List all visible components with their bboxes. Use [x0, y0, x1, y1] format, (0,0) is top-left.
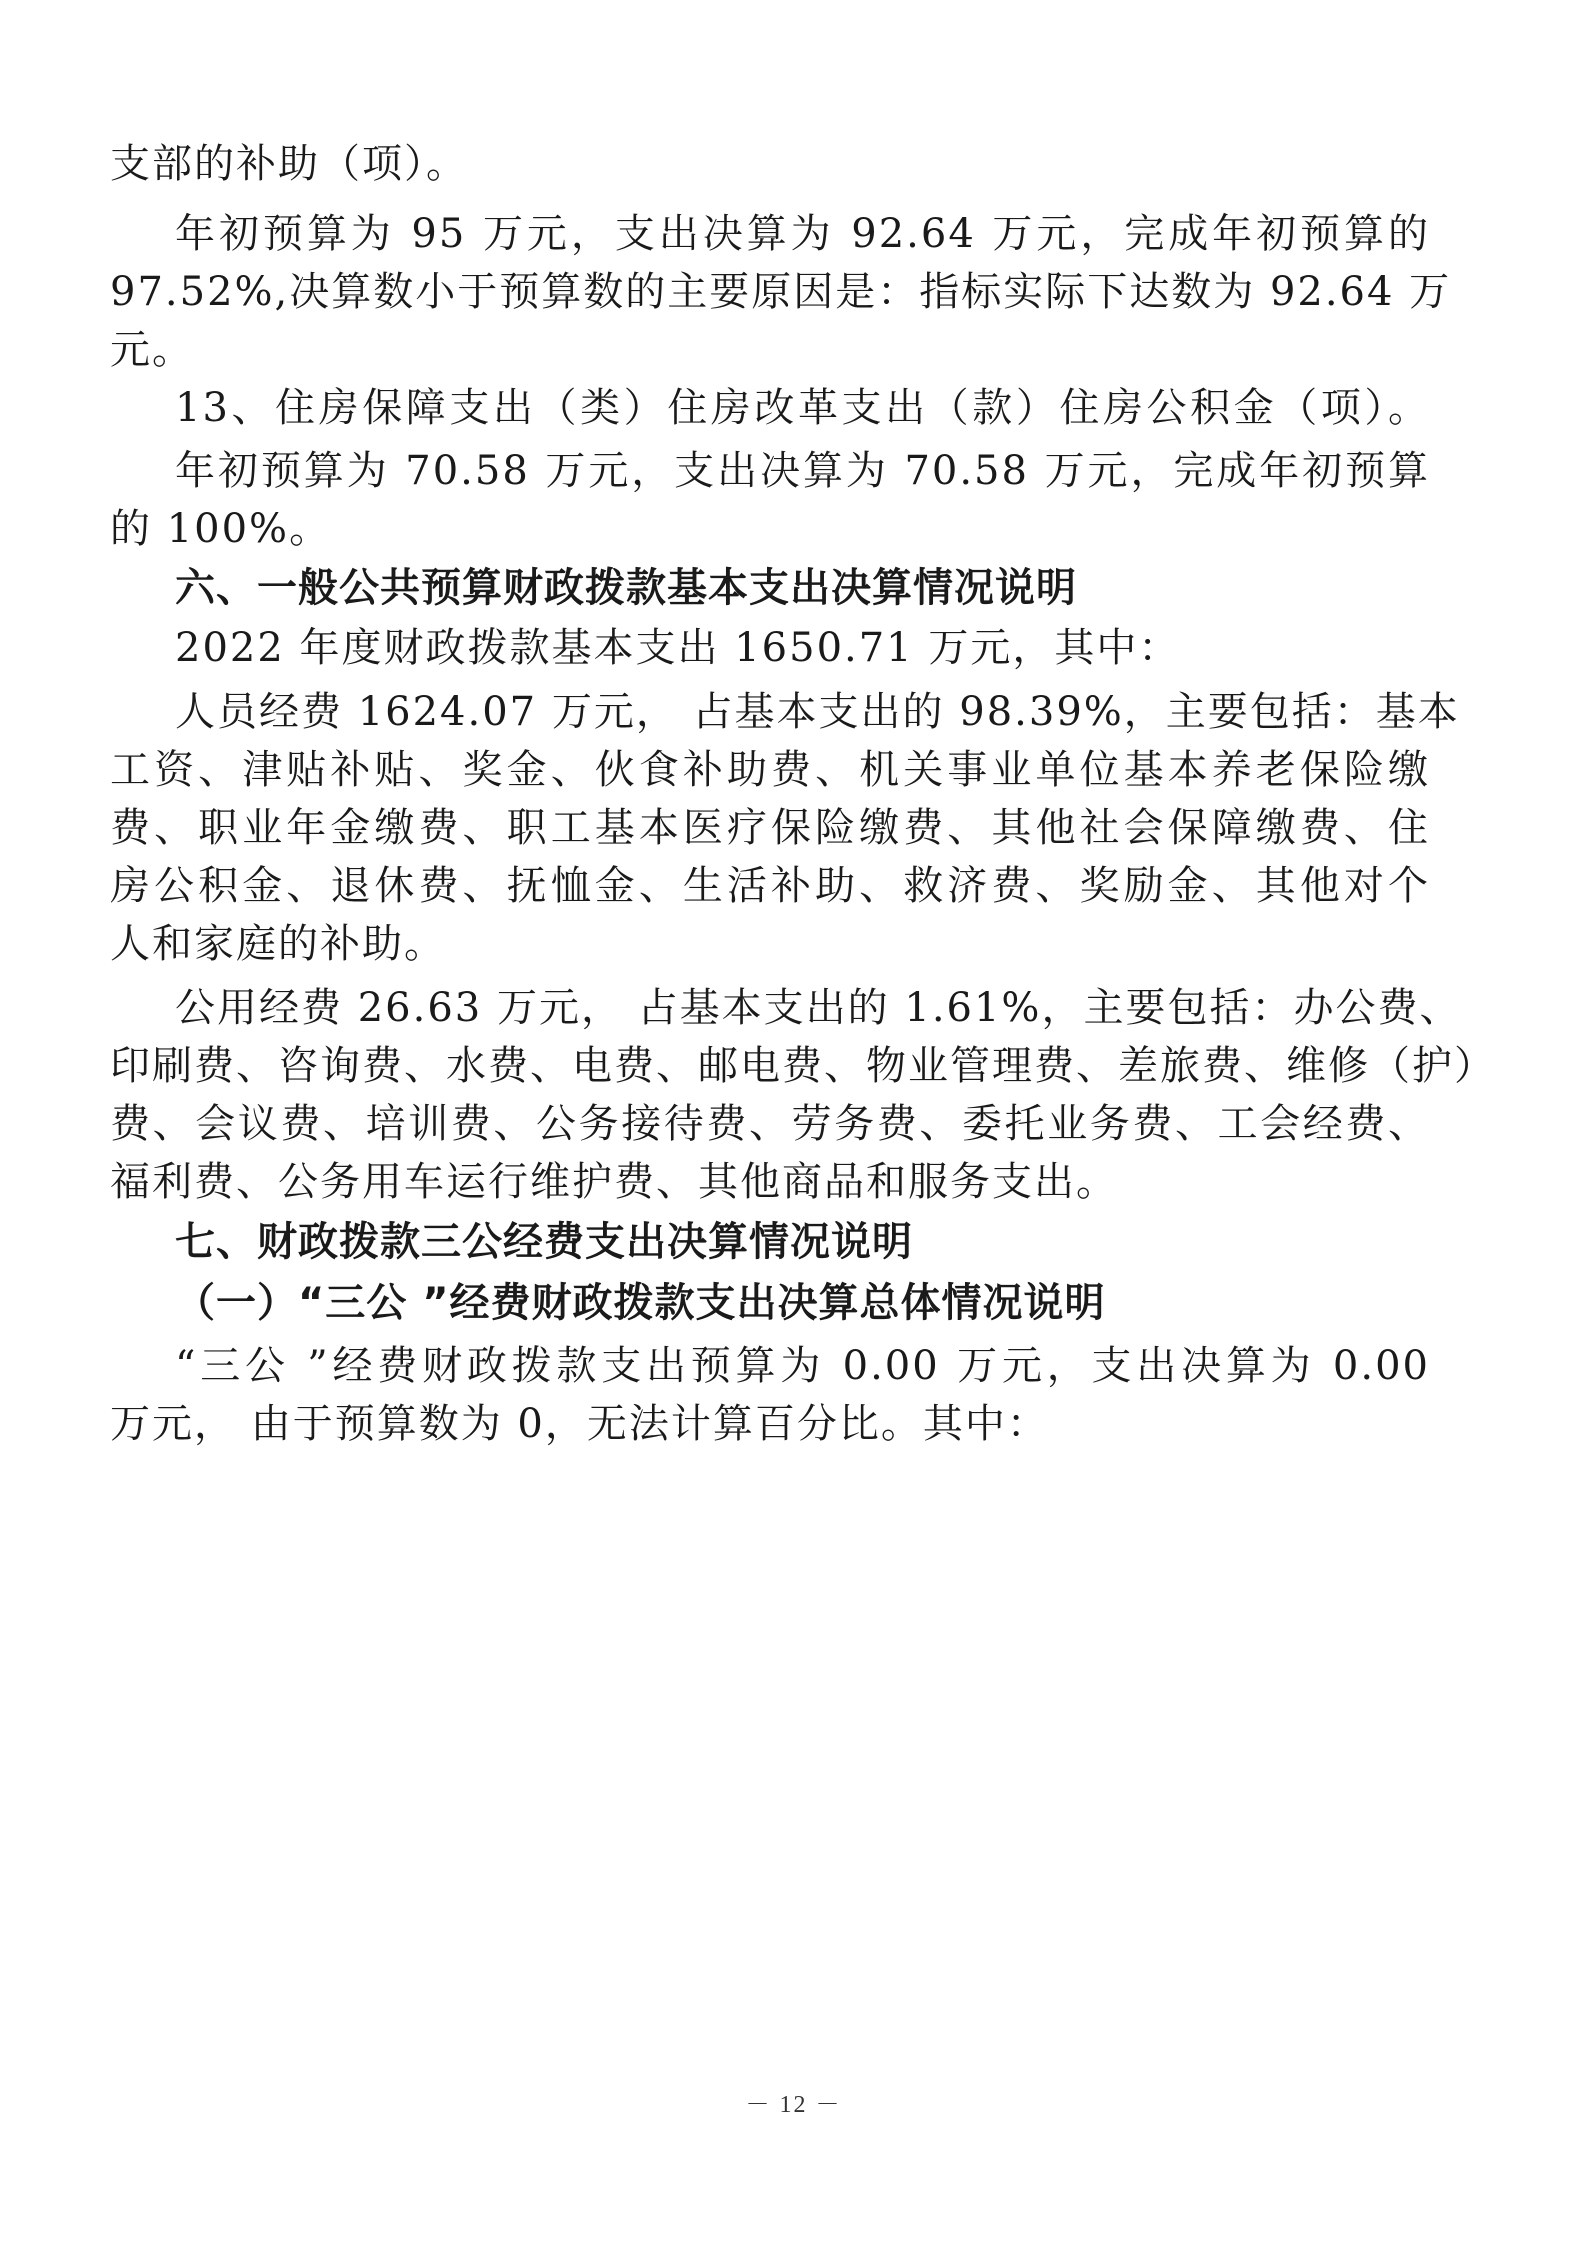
page-number: － 12 －	[745, 2092, 842, 2118]
paragraph-line: 13、住房保障支出（类）住房改革支出（款）住房公积金（项）。	[175, 385, 1430, 431]
paragraph-line: 公用经费 26.63 万元， 占基本支出的 1.61%，主要包括：办公费、	[175, 985, 1462, 1031]
paragraph-line: 印刷费、咨询费、水费、电费、邮电费、物业管理费、差旅费、维修（护）	[110, 1043, 1496, 1089]
subsection-heading: （一）“三公 ”经费财政拨款支出决算总体情况说明	[175, 1280, 1106, 1326]
section-heading: 七、财政拨款三公经费支出决算情况说明	[175, 1219, 913, 1265]
paragraph-line: 的 100%。	[110, 506, 332, 552]
paragraph-line: 人员经费 1624.07 万元， 占基本支出的 98.39%，主要包括：基本	[175, 689, 1460, 735]
paragraph-line: 工资、津贴补贴、奖金、伙食补助费、机关事业单位基本养老保险缴	[110, 747, 1430, 793]
paragraph-line: 费、职业年金缴费、职工基本医疗保险缴费、其他社会保障缴费、住	[110, 805, 1430, 851]
paragraph-line: 费、会议费、培训费、公务接待费、劳务费、委托业务费、工会经费、	[110, 1101, 1430, 1147]
paragraph-line: 元。	[110, 327, 194, 373]
paragraph-line: 2022 年度财政拨款基本支出 1650.71 万元，其中：	[175, 625, 1181, 671]
section-heading: 六、一般公共预算财政拨款基本支出决算情况说明	[175, 565, 1077, 611]
paragraph-line: 福利费、公务用车运行维护费、其他商品和服务支出。	[110, 1159, 1118, 1205]
paragraph-line: 97.52%,决算数小于预算数的主要原因是：指标实际下达数为 92.64 万	[110, 269, 1452, 315]
paragraph-line: 支部的补助（项）。	[110, 141, 468, 187]
paragraph-line: 年初预算为 95 万元，支出决算为 92.64 万元，完成年初预算的	[175, 211, 1430, 257]
paragraph-line: “三公 ”经费财政拨款支出预算为 0.00 万元，支出决算为 0.00	[175, 1343, 1430, 1389]
paragraph-line: 年初预算为 70.58 万元，支出决算为 70.58 万元，完成年初预算	[175, 448, 1430, 494]
paragraph-line: 人和家庭的补助。	[110, 921, 446, 967]
paragraph-line: 万元， 由于预算数为 0，无法计算百分比。其中：	[110, 1401, 1049, 1447]
paragraph-line: 房公积金、退休费、抚恤金、生活补助、救济费、奖励金、其他对个	[110, 863, 1430, 909]
